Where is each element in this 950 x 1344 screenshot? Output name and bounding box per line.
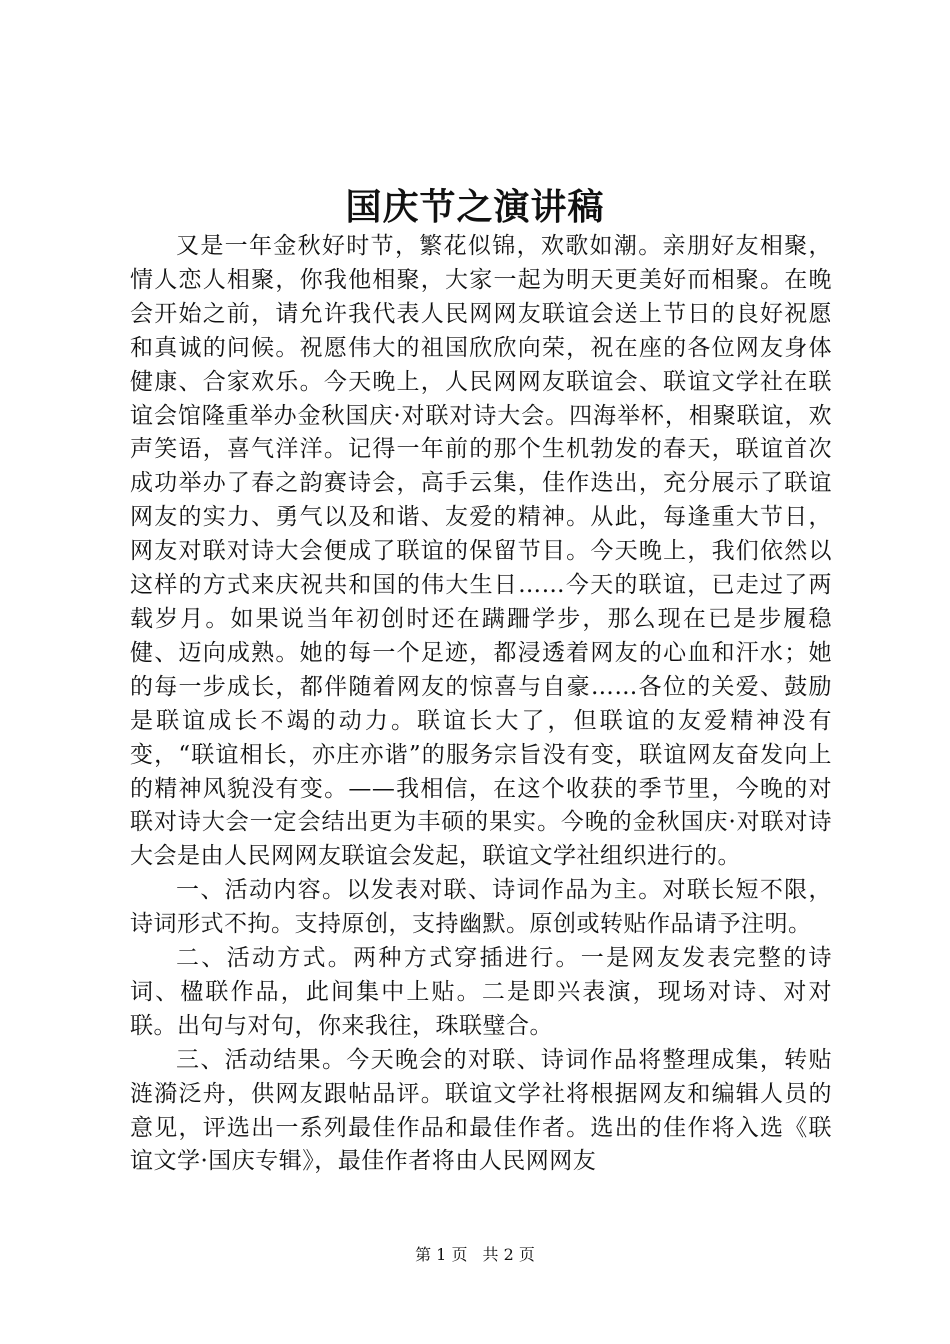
- page-number: 第 1 页: [415, 1245, 468, 1264]
- document-body: [130, 230, 832, 1179]
- paragraph-activity-content: 一、活动内容。以发表对联、诗词作品为主。对联长短不限，诗词形式不拘。支持原创，支持幽默。原创或转贴作品请予注明。: [130, 877, 832, 938]
- page-footer: [0, 1244, 950, 1266]
- paragraph-activity-result: 三、活动结果。今天晚会的对联、诗词作品将整理成集，转贴涟漪泛舟，供网友跟帖品评。联谊文学社将根据网友和编辑人员的意见，评选出一系列最佳作品和最佳作者。选出的佳作将入选《联谊文学·国庆专辑》，最佳作者将由人民网网友: [130, 1046, 832, 1175]
- paragraph-activity-format: 二、活动方式。两种方式穿插进行。一是网友发表完整的诗词、楹联作品，此间集中上贴。二是即兴表演，现场对诗、对对联。出句与对句，你来我往，珠联璧合。: [130, 945, 832, 1039]
- paragraph-intro: 又是一年金秋好时节，繁花似锦，欢歌如潮。亲朋好友相聚，情人恋人相聚，你我他相聚，大家一起为明天更美好而相聚。在晚会开始之前，请允许我代表人民网网友联谊会送上节日的良好祝愿和真诚的问候。祝愿伟大的祖国欣欣向荣，祝在座的各位网友身体健康、合家欢乐。今天晚上，人民网网友联谊会、联谊文学社在联谊会馆隆重举办金秋国庆·对联对诗大会。四海举杯，相聚联谊，欢声笑语，喜气洋洋。记得一年前的那个生机勃发的春天，联谊首次成功举办了春之韵赛诗会，高手云集，佳作迭出，充分展示了联谊网友的实力、勇气以及和谐、友爱的精神。从此，每逢重大节日，网友对联对诗大会便成了联谊的保留节目。今天晚上，我们依然以这样的方式来庆祝共和国的伟大生日……今天的联谊，已走过了两载岁月。如果说当年初创时还在蹒跚学步，那么现在已是步履稳健、迈向成熟。她的每一个足迹，都浸透着网友的心血和汗水；她的每一步成长，都伴随着网友的惊喜与自豪……各位的关爱、鼓励是联谊成长不竭的动力。联谊长大了，但联谊的友爱精神没有变，“联谊相长，亦庄亦谐”的服务宗旨没有变，联谊网友奋发向上的精神风貌没有变。——我相信，在这个收获的季节里，今晚的对联对诗大会一定会结出更为丰硕的果实。今晚的金秋国庆·对联对诗大会是由人民网网友联谊会发起，联谊文学社组织进行的。: [130, 233, 832, 870]
- page-title: 国庆节之演讲稿: [345, 186, 605, 228]
- page-total: 共 2 页: [482, 1245, 535, 1264]
